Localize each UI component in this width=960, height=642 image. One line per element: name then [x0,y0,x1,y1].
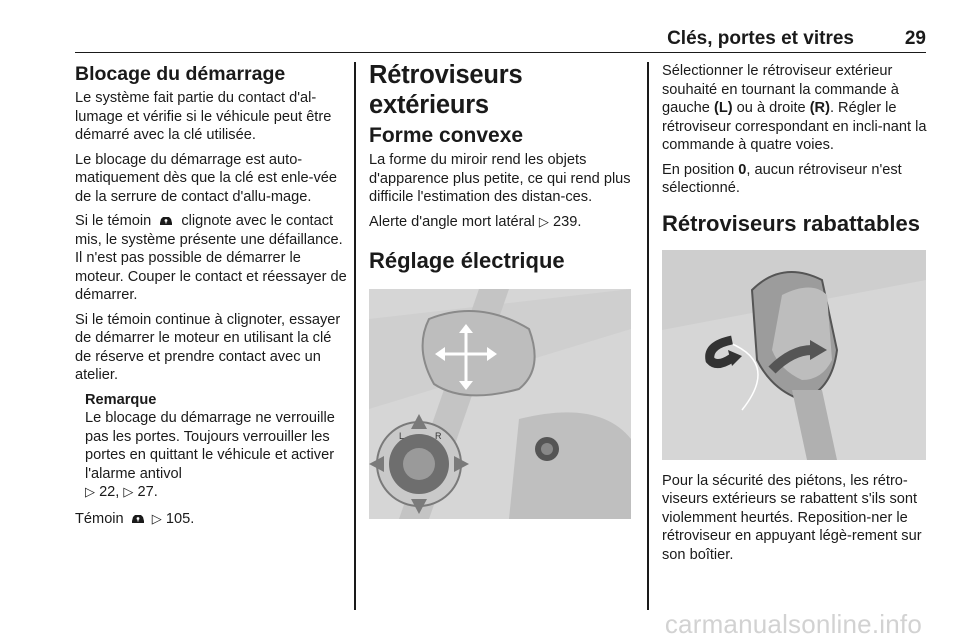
car-key-warning-icon [158,214,174,226]
chapter-title: Clés, portes et vitres [667,28,854,49]
column-3 [662,62,928,570]
text: Témoin [75,510,124,527]
section-heading-mirrors: Rétroviseurs extérieurs [369,61,523,119]
svg-text:R: R [435,431,442,441]
paragraph: La forme du miroir rend les objets d'apparence plus petite, ce qui rend plus difficile l'estimation des distan-ces. [369,152,631,205]
page-number: 29 [904,28,926,49]
paragraph: Si le témoin continue à clignoter, essayer de démarrer le moteur en utilisant la clé de réserve et prendre contact avec un atelier. [75,311,341,383]
text: clignote avec le contact mis, le système présente une défaillance. Il n'est pas possible de démarrer le moteur. Couper le contact et réessayer de démarrer. [75,213,347,303]
paragraph [369,213,634,232]
section-heading-immobilizer: Blocage du démarrage [75,63,286,85]
ref-arrow-icon: ▷ [85,484,95,499]
paragraph: Le système fait partie du contact d'al-lumage et vérifie si le véhicule peut être démarré avec la clé utilisée. [75,90,332,143]
text: . Régler le rétroviseur correspondant en incli-nant la commande à quatre voies. [662,100,927,153]
mirror-adjust-illustration [369,289,631,519]
ref-arrow-icon: ▷ [538,213,549,229]
page-ref-link[interactable]: 239. [552,213,582,230]
text: ou à droite [736,100,806,116]
note-text [85,409,347,502]
note-box [85,391,347,502]
subheading-electric-adjust: Réglage électrique [369,248,565,273]
paragraph [75,212,347,305]
column-divider-1 [354,62,356,610]
page-header [75,28,926,53]
subheading-folding-mirrors: Rétroviseurs rabattables [662,210,920,236]
page-ref-link[interactable]: 22, [99,484,124,500]
svg-text:L: L [399,431,405,441]
paragraph [75,510,347,529]
text-bold: (R) [809,100,830,116]
text-bold: 0 [738,161,747,178]
paragraph: Pour la sécurité des piétons, les rétro-viseurs extérieurs se rabattent s'ils sont violemment heurtés. Reposition-ner le rétroviseur en appuyant légè-rement sur son boîtier. [662,472,922,563]
text: , aucun rétroviseur n'est sélectionné. [662,161,902,196]
subheading-convex: Forme convexe [369,124,524,147]
page-ref-link[interactable]: 105. [165,510,195,527]
text: Alerte d'angle mort latéral [369,213,535,230]
paragraph [662,161,928,198]
column-1 [75,62,347,534]
text: En position [662,161,735,178]
note-title: Remarque [85,391,157,408]
ref-arrow-icon: ▷ [123,484,134,499]
watermark-text: carmanualsonline.info [664,609,922,639]
car-key-warning-icon [130,512,146,524]
text: Sélectionner le rétroviseur extérieur souhaité en tournant la commande à gauche [662,63,899,116]
ref-arrow-icon: ▷ [151,510,162,526]
column-divider-2 [647,62,649,610]
folding-mirror-illustration [662,250,926,460]
text: Le blocage du démarrage ne verrouille pas les portes. Toujours verrouiller les portes en quittant le véhicule et activer l'alarme antivol [85,410,335,482]
text: Si le témoin [75,213,152,229]
paragraph [662,62,928,155]
text-bold: (L) [713,100,733,116]
paragraph: Le blocage du démarrage est auto-matiquement dès que la clé est enle-vée de la serrure de contact d'allu-mage. [75,151,338,205]
page-ref-link[interactable]: 27. [137,484,158,500]
column-2 [369,62,634,519]
